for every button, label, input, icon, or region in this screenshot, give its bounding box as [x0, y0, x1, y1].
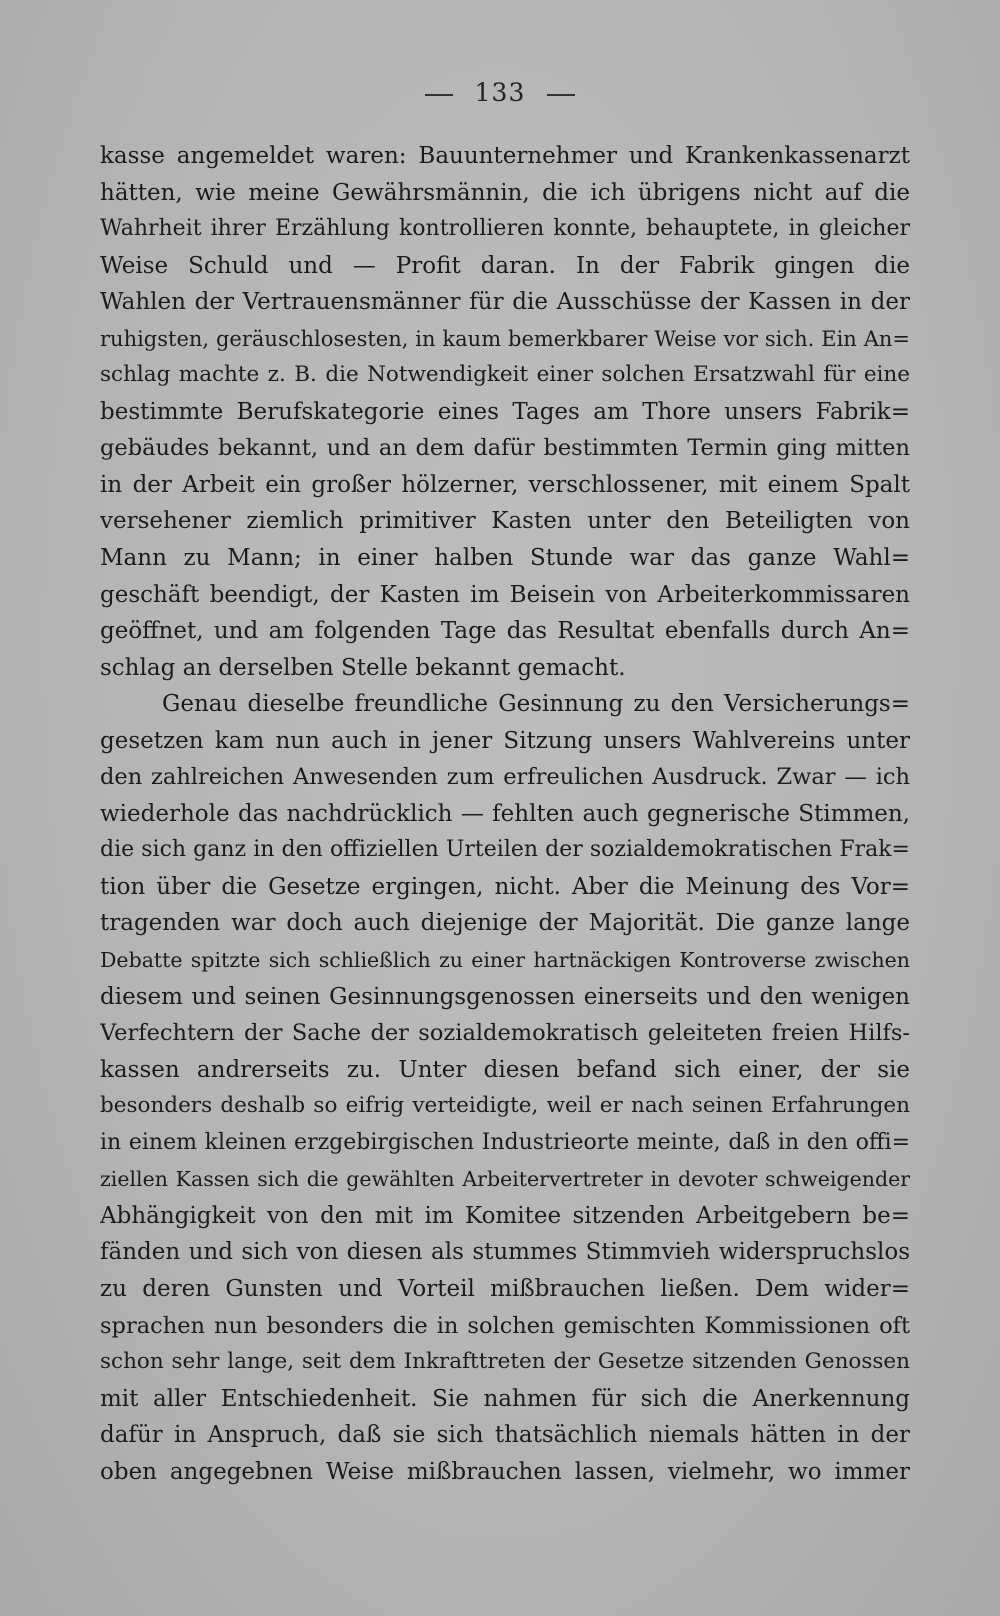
- text-line: Verfechtern der Sache der sozialdemokratisch geleiteten freien Hilfs-: [100, 1020, 910, 1047]
- text-line: tragenden war doch auch diejenige der Majorität. Die ganze lange: [100, 910, 910, 937]
- text-line: tion über die Gesetze ergingen, nicht. Aber die Meinung des Vor=: [100, 873, 910, 900]
- text-line: Wahlen der Vertrauensmänner für die Ausschüsse der Kassen in der: [100, 289, 910, 316]
- text-line: hätten, wie meine Gewährsmännin, die ich übrigens nicht auf die: [100, 179, 910, 206]
- text-line: gesetzen kam nun auch in jener Sitzung unsers Wahlvereins unter: [100, 727, 910, 754]
- header-dash-right: [547, 94, 575, 96]
- text-line: in der Arbeit ein großer hölzerner, verschlossener, mit einem Spalt: [100, 471, 910, 498]
- text-line: versehener ziemlich primitiver Kasten unter den Beteiligten von: [100, 508, 910, 535]
- text-line: mit aller Entschiedenheit. Sie nahmen für sich die Anerkennung: [100, 1385, 910, 1412]
- text-line: oben angegebnen Weise mißbrauchen lassen, vielmehr, wo immer: [100, 1458, 910, 1485]
- text-line: wiederhole das nachdrücklich — fehlten auch gegnerische Stimmen,: [100, 800, 910, 827]
- text-line: Weise Schuld und — Profit daran. In der Fabrik gingen die: [100, 252, 910, 279]
- text-line: Abhängigkeit von den mit im Komitee sitzenden Arbeitgebern be=: [100, 1202, 910, 1229]
- text-line: besonders deshalb so eifrig verteidigte, weil er nach seinen Erfahrungen: [100, 1093, 910, 1119]
- paragraph-start-line: Genau dieselbe freundliche Gesinnung zu den Versicherungs=: [162, 691, 910, 718]
- page-header: [0, 78, 1000, 107]
- text-line: diesem und seinen Gesinnungsgenossen einerseits und den wenigen: [100, 983, 910, 1010]
- text-line: kassen andrerseits zu. Unter diesen befand sich einer, der sie: [100, 1056, 910, 1083]
- text-line: ziellen Kassen sich die gewählten Arbeitervertreter in devoter schweigender: [100, 1167, 910, 1192]
- text-line: Wahrheit ihrer Erzählung kontrollieren konnte, behauptete, in gleicher: [100, 216, 910, 242]
- text-line: dafür in Anspruch, daß sie sich thatsächlich niemals hätten in der: [100, 1422, 910, 1449]
- text-line: geöffnet, und am folgenden Tage das Resultat ebenfalls durch An=: [100, 618, 910, 645]
- text-line: kasse angemeldet waren: Bauunternehmer und Krankenkassenarzt: [100, 143, 910, 169]
- text-line: in einem kleinen erzgebirgischen Industrieorte meinte, daß in den offi=: [100, 1129, 910, 1155]
- text-line: schon sehr lange, seit dem Inkrafttreten der Gesetze sitzenden Genossen: [100, 1349, 910, 1375]
- paragraph-end-line: schlag an derselben Stelle bekannt gemacht.: [100, 654, 626, 681]
- text-line: ruhigsten, geräuschlosesten, in kaum bemerkbarer Weise vor sich. Ein An=: [100, 326, 910, 351]
- text-line: zu deren Gunsten und Vorteil mißbrauchen ließen. Dem wider=: [100, 1275, 910, 1302]
- text-line: geschäft beendigt, der Kasten im Beisein von Arbeiterkommissaren: [100, 581, 910, 608]
- text-line: schlag machte z. B. die Notwendigkeit einer solchen Ersatzwahl für eine: [100, 362, 910, 388]
- text-line: Mann zu Mann; in einer halben Stunde war das ganze Wahl=: [100, 545, 910, 572]
- text-line: die sich ganz in den offiziellen Urteilen der sozialdemokratischen Frak=: [100, 837, 910, 863]
- text-line: fänden und sich von diesen als stummes Stimmvieh widerspruchslos: [100, 1239, 910, 1266]
- text-line: den zahlreichen Anwesenden zum erfreulichen Ausdruck. Zwar — ich: [100, 764, 910, 791]
- text-line: Debatte spitzte sich schließlich zu einer hartnäckigen Kontroverse zwischen: [100, 948, 910, 973]
- body-text: [100, 138, 910, 1490]
- text-line: sprachen nun besonders die in solchen gemischten Kommissionen oft: [100, 1312, 910, 1339]
- page-number: 133: [474, 78, 526, 107]
- header-dash-left: [425, 94, 453, 96]
- text-line: gebäudes bekannt, und an dem dafür bestimmten Termin ging mitten: [100, 435, 910, 462]
- text-line: bestimmte Berufskategorie eines Tages am Thore unsers Fabrik=: [100, 398, 910, 425]
